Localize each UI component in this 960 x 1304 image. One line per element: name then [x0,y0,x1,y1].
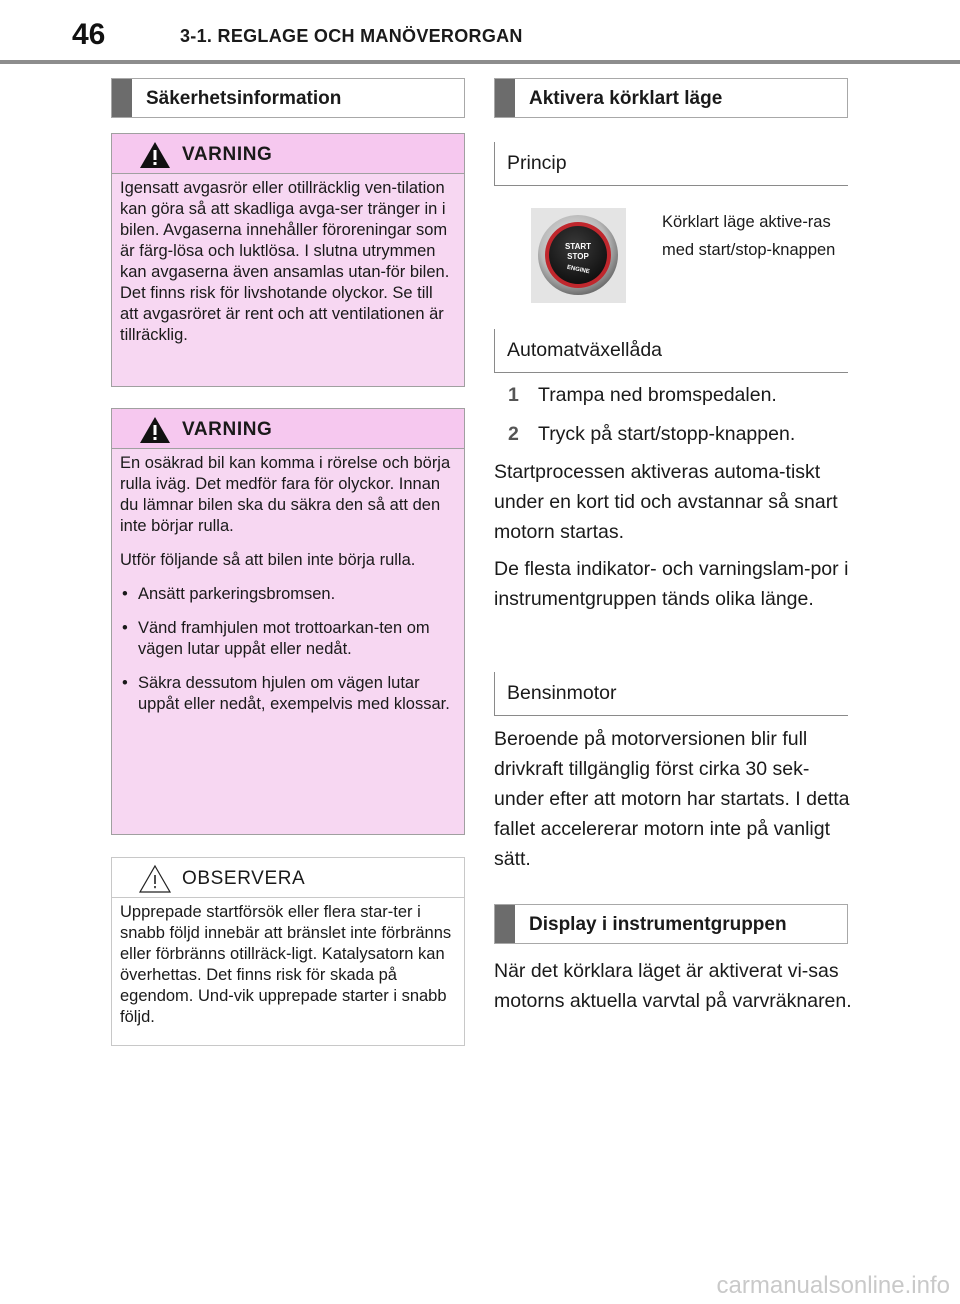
body-paragraph: Beroende på motorversionen blir full drivkraft tillgänglig först cirka 30 sek-under efter att motorn har startats. I detta fallet accelererar motorn inte på vanligt sätt. [494,728,850,870]
warning-paragraph: En osäkrad bil kan komma i rörelse och börja rulla iväg. Det medför fara för olyckor. Innan du lämnar bilen ska du säkra den så att den inte börjar rulla. [120,454,451,535]
step-number: 1 [508,384,519,406]
subheading-text: Princip [507,152,567,174]
warning-body [112,174,464,386]
section-bar [495,905,515,943]
section-header-safety [111,78,465,118]
section-header-ready-mode [494,78,848,118]
subheading-automatic [494,329,848,373]
section-bar [112,79,132,117]
warning-triangle-icon [138,140,172,170]
note-label: OBSERVERA [182,868,306,889]
warning-triangle-icon [138,415,172,445]
header-divider [0,60,960,64]
step-item [494,384,854,407]
section-bar [495,79,515,117]
image-caption: Körklart läge aktive-ras med start/stop-knappen [662,213,836,259]
step-item [494,423,854,446]
step-number: 2 [508,423,519,445]
step-text: Trampa ned bromspedalen. [538,384,777,406]
page-number: 46 [72,18,106,51]
start-stop-button-image [531,208,626,303]
list-item: • Vänd framhjulen mot trottoarkan-ten om vägen lutar uppåt eller nedåt. [122,619,430,658]
section-title: Säkerhetsinformation [146,88,342,109]
warning-text: Igensatt avgasrör eller otillräcklig ven-tilation kan göra så att skadliga avga-ser tränger in i bilen. Avgaserna innehåller föroreningar som är färg-lösa och luktlösa. I slutna utrymmen kan avgaserna även ansamlas utan-för bilen. Det finns risk för livshotande olyckor. Se till att avgasröret är rent och att ventilationen är tillräcklig. [120,179,450,344]
body-paragraph: Startprocessen aktiveras automa-tiskt under en kort tid och avstannar så snart motorn startas. [494,461,838,543]
note-body [112,898,464,1038]
warning-box [111,133,465,387]
warning-paragraph: Utför följande så att bilen inte börja rulla. [120,551,416,569]
warning-header [112,409,464,449]
note-header [112,858,464,898]
subheading-text: Bensinmotor [507,682,617,704]
note-box [111,857,465,1046]
body-paragraph: De flesta indikator- och varningslam-por i instrumentgruppen tänds olika länge. [494,558,849,610]
warning-body [112,449,464,834]
caution-triangle-icon [138,864,172,894]
list-item: • Säkra dessutom hjulen om vägen lutar uppåt eller nedåt, exempelvis med klossar. [122,674,450,713]
warning-label: VARNING [182,419,273,440]
button-engine-text: ENGINE [566,264,591,276]
note-text: Upprepade startförsök eller flera star-ter i snabb följd innebär att bränslet inte förbränns eller förbränns otillräck-ligt. Katalysatorn kan överhettas. Det finns risk för skada på egendom. Und-vik upprepade starter i snabb följd. [120,903,452,1026]
warning-header [112,134,464,174]
section-title: Display i instrumentgruppen [529,914,787,935]
button-start-text: START [564,242,592,251]
list-item: • Ansätt parkeringsbromsen. [122,585,336,603]
watermark: carmanualsonline.info [716,1272,950,1299]
section-title: Aktivera körklart läge [529,88,723,109]
step-text: Tryck på start/stopp-knappen. [538,423,796,445]
warning-box [111,408,465,835]
subheading-text: Automatväxellåda [507,339,663,361]
subheading-petrol [494,672,848,716]
subheading-principle [494,142,848,186]
button-stop-text: STOP [567,252,589,261]
section-header-display [494,904,848,944]
page-header [0,0,960,66]
warning-label: VARNING [182,144,273,165]
chapter-title: 3-1. REGLAGE OCH MANÖVERORGAN [180,26,523,46]
body-paragraph: När det körklara läget är aktiverat vi-sas motorns aktuella varvtal på varvräknaren. [494,960,852,1012]
